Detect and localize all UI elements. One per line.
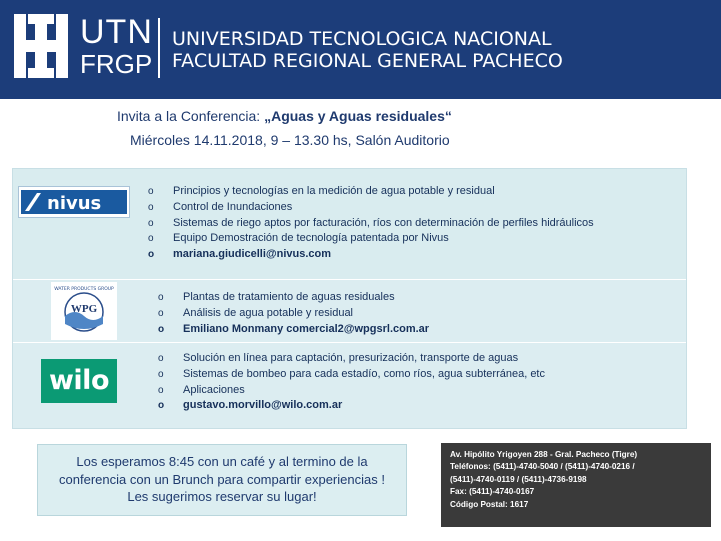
bullet-icon: o — [158, 323, 165, 335]
sponsor-row-wilo — [13, 343, 686, 428]
cta-line-1: Los esperamos 8:45 con un café y al termino de la — [76, 454, 368, 469]
bullet-icon: o — [158, 368, 164, 380]
contact-email[interactable]: o mariana.giudicelli@nivus.com — [148, 247, 594, 263]
bullet-icon: o — [158, 353, 164, 364]
list-item: o Análisis de agua potable y residual — [158, 306, 429, 322]
wpg-logo — [51, 282, 117, 340]
invitation-line — [117, 107, 452, 125]
sponsor-row-nivus — [13, 169, 686, 279]
wpg-logo-mark — [51, 282, 117, 340]
conference-title: „Aguas y Aguas residuales“ — [264, 108, 452, 124]
header-divider — [158, 18, 160, 78]
list-item: o Control de Inundaciones — [148, 200, 594, 216]
acronym-frgp: FRGP — [80, 49, 153, 79]
faculty-name: FACULTAD REGIONAL GENERAL PACHECO — [172, 50, 563, 72]
sponsor-row-wpg — [13, 280, 686, 342]
list-item: o Plantas de tratamiento de aguas residuales — [158, 290, 429, 306]
bullet-icon: o — [158, 307, 164, 319]
call-to-action-box — [37, 444, 407, 516]
list-item: o Solución en línea para captación, presurización, transporte de aguas — [158, 351, 545, 367]
bullet-icon: o — [158, 400, 165, 412]
utn-logo-icon — [14, 14, 68, 78]
bullet-icon: o — [158, 292, 164, 303]
contact-fax: Fax: (5411)-4740-0167 — [450, 487, 535, 497]
bullet-icon: o — [148, 186, 154, 197]
cta-line-2: conferencia con un Brunch para compartir experiencias ! — [59, 471, 385, 487]
conference-datetime: Miércoles 14.11.2018, 9 – 13.30 hs, Salón Auditorio — [130, 132, 450, 148]
sponsors-table — [12, 168, 687, 429]
header-banner — [0, 0, 721, 99]
bullet-icon: o — [148, 217, 154, 229]
invitation-intro: Invita a la Conferencia: — [117, 108, 265, 124]
contact-phones: Teléfonos: (5411)-4740-5040 / (5411)-4740-0216 / — [450, 462, 635, 472]
nivus-items — [148, 184, 594, 263]
contact-email[interactable]: o Emiliano Monmany comercial2@wpgsrl.com.ar — [158, 322, 429, 338]
list-item: o Aplicaciones — [158, 383, 545, 399]
contact-postal-code: Código Postal: 1617 — [450, 499, 529, 509]
wpg-logo-subtext: WATER PRODUCTS GROUP — [54, 287, 114, 292]
nivus-logo-text: nivus — [47, 193, 102, 214]
university-name: UNIVERSIDAD TECNOLOGICA NACIONAL — [172, 28, 552, 50]
wpg-logo-text: WPG — [70, 303, 98, 315]
list-item: o Principios y tecnologías en la medición de agua potable y residual — [148, 184, 594, 200]
wilo-logo: wilo — [41, 359, 117, 403]
contact-info-box — [441, 443, 711, 527]
nivus-logo-mark — [19, 187, 129, 217]
bullet-icon: o — [148, 201, 154, 213]
bullet-icon: o — [148, 249, 155, 261]
list-item: o Equipo Demostración de tecnología patentada por Nivus — [148, 231, 594, 247]
bullet-icon: o — [148, 233, 154, 245]
wpg-items — [158, 290, 429, 337]
contact-phones-2: (5411)-4740-0119 / (5411)-4736-9198 — [450, 474, 587, 484]
contact-email[interactable]: o gustavo.morvillo@wilo.com.ar — [158, 398, 545, 414]
nivus-logo — [18, 186, 130, 218]
list-item: o Sistemas de riego aptos por facturación, ríos con determinación de perfiles hidráulicos — [148, 216, 594, 232]
cta-line-3: Les sugerimos reservar su lugar! — [127, 489, 317, 504]
acronym-utn: UTN — [80, 13, 153, 51]
bullet-icon: o — [158, 384, 164, 396]
wilo-items — [158, 351, 545, 414]
contact-address: Av. Hipólito Yrigoyen 288 - Gral. Pacheco (Tigre) — [450, 450, 638, 459]
list-item: o Sistemas de bombeo para cada estadío, como ríos, agua subterránea, etc — [158, 367, 545, 383]
